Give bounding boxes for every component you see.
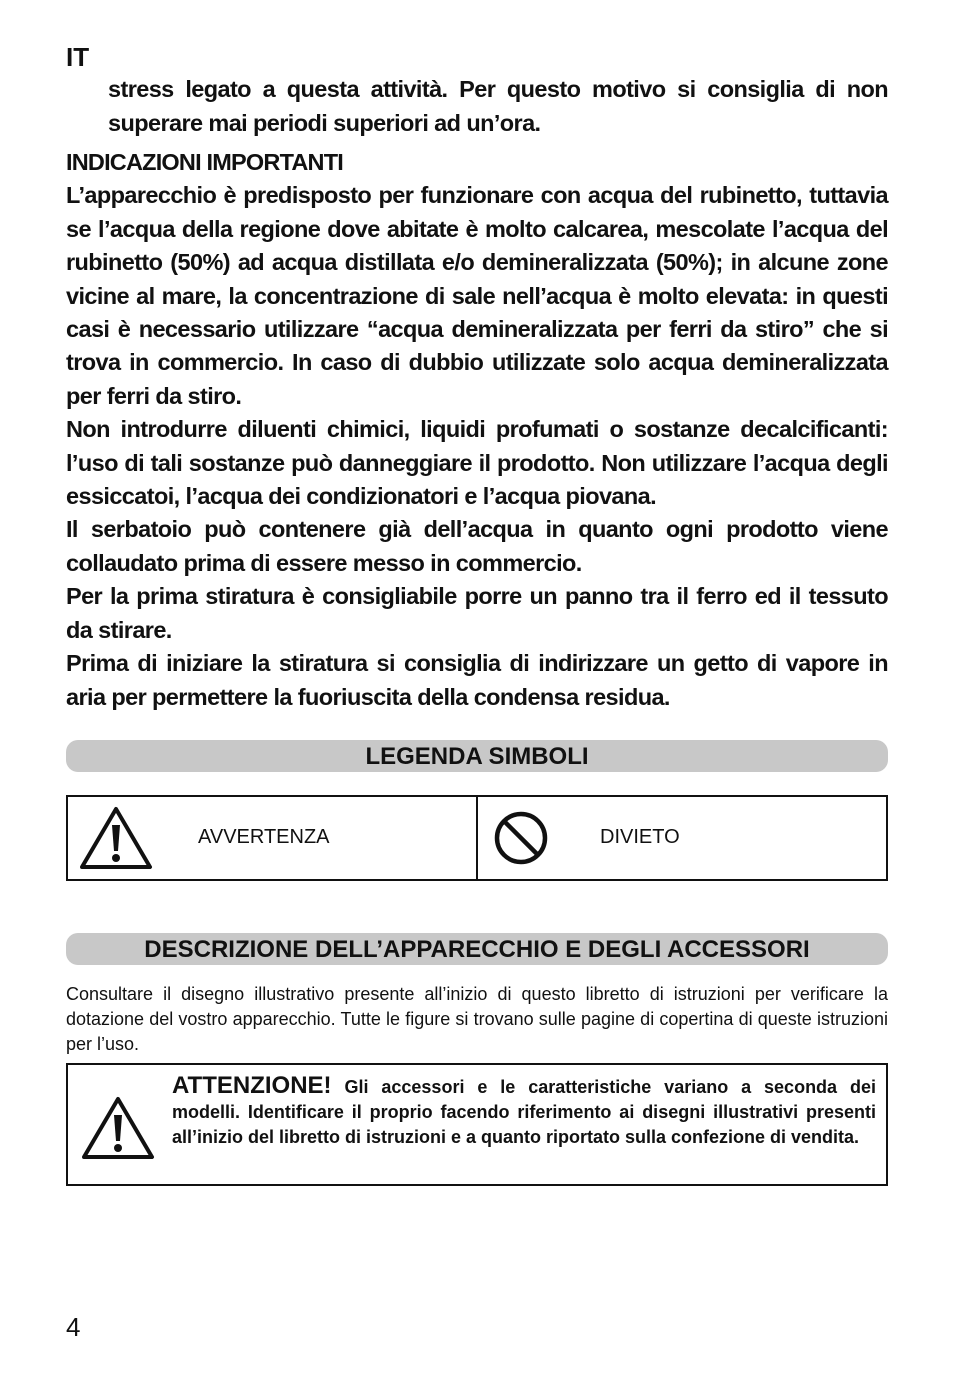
warning-triangle-icon xyxy=(76,803,156,873)
symbol-label-prohibition: DIVIETO xyxy=(600,826,680,848)
page-number: 4 xyxy=(66,1312,81,1342)
language-code: IT xyxy=(66,42,90,72)
symbol-cell-prohibition xyxy=(476,797,886,879)
important-paragraph: Non introdurre diluenti chimici, liquidi profumati o sostanze decalcificanti: l’uso di tali sostanze può danneggiare il prodotto. Non utilizzare l’acqua degli essiccatoi, l’acqua dei condizionatori e l’acqua piovana. xyxy=(66,416,888,510)
attention-box xyxy=(66,1063,888,1186)
attention-text-block xyxy=(172,1073,876,1150)
important-paragraph: Prima di iniziare la stiratura si consiglia di indirizzare un getto di vapore in aria per permettere la fuoriuscita della condensa residua. xyxy=(66,650,888,710)
continuation-paragraph: stress legato a questa attività. Per questo motivo si consiglia di non superare mai periodi superiori ad un’ora. xyxy=(108,76,888,136)
important-paragraph: L’apparecchio è predisposto per funzionare con acqua del rubinetto, tuttavia se l’acqua della regione dove abitate è molto calcarea, mescolate l’acqua del rubinetto (50%) ad acqua distillata e/o demineralizzata (50%); in alcune zone vicine al mare, la concentrazione di sale nell’acqua è molto elevata: in questi casi è necessario utilizzare “acqua demineralizzata per ferri da stiro” che si trova in commercio. In caso di dubbio utilizzate solo acqua demineralizzata per ferri da stiro. xyxy=(66,182,888,409)
important-paragraph: Per la prima stiratura è consigliabile porre un panno tra il ferro ed il tessuto da stirare. xyxy=(66,583,888,643)
prohibition-icon xyxy=(486,803,556,873)
attention-title: ATTENZIONE! xyxy=(172,1072,332,1099)
important-section xyxy=(66,146,888,714)
symbol-legend-table xyxy=(66,795,888,881)
important-paragraph: Il serbatoio può contenere già dell’acqua in quanto ogni prodotto viene collaudato prima di essere messo in commercio. xyxy=(66,516,888,576)
important-heading: INDICAZIONI IMPORTANTI xyxy=(66,149,343,175)
description-paragraph: Consultare il disegno illustrativo presente all’inizio di questo libretto di istruzioni per verificare la dotazione del vostro apparecchio. Tutte le figure si trovano sulle pagine di copertina di queste istruzioni per l’uso. xyxy=(66,984,888,1054)
attention-text: Gli accessori e le caratteristiche variano a seconda dei modelli. Identificare il proprio facendo riferimento ai disegni illustrativi presenti all’inizio del libretto di istruzioni e a quanto riportato sulla confezione di vendita. xyxy=(172,1077,876,1147)
warning-triangle-icon xyxy=(78,1093,158,1163)
symbol-cell-warning xyxy=(68,797,476,879)
description-title-bar: DESCRIZIONE DELL’APPARECCHIO E DEGLI ACCESSORI xyxy=(66,933,888,965)
legend-title-bar: LEGENDA SIMBOLI xyxy=(66,740,888,772)
symbol-label-warning: AVVERTENZA xyxy=(198,826,330,848)
